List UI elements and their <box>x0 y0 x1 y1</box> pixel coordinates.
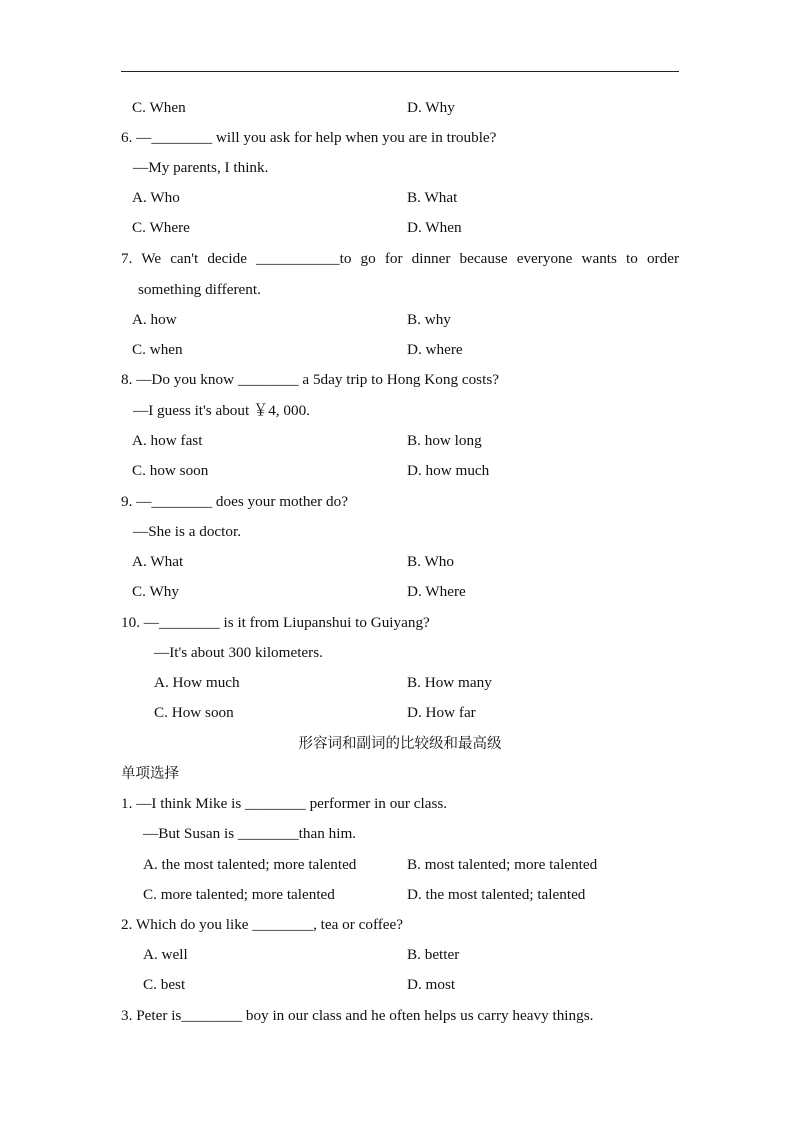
question-stem: 8. —Do you know ________ a 5day trip to Hong Kong costs? <box>121 371 499 388</box>
option-d: D. most <box>407 976 456 993</box>
section-title: 形容词和副词的比较级和最高级 <box>298 736 502 752</box>
option-c: C. Why <box>132 583 179 600</box>
option-c: C. how soon <box>132 462 209 479</box>
option-c: C. when <box>132 341 183 358</box>
question-reply: —But Susan is ________than him. <box>143 825 357 842</box>
option-a: A. How much <box>154 674 240 691</box>
option-d: D. Why <box>407 99 455 116</box>
question-stem: 7. We can't decide ___________to go for dinner because everyone wants to order <box>121 250 679 267</box>
option-d: D. When <box>407 219 462 236</box>
option-a: A. how <box>132 311 177 328</box>
option-d: D. the most talented; talented <box>407 886 586 903</box>
header-rule <box>121 71 679 72</box>
question-stem: 1. —I think Mike is ________ performer in our class. <box>121 795 448 812</box>
option-a: A. how fast <box>132 432 203 449</box>
option-b: B. better <box>407 946 460 963</box>
option-d: D. How far <box>407 704 476 721</box>
option-c: C. When <box>132 99 186 116</box>
option-b: B. Who <box>407 553 454 570</box>
option-b: B. What <box>407 189 458 206</box>
question-stem: 10. —________ is it from Liupanshui to Guiyang? <box>121 614 430 631</box>
option-c: C. Where <box>132 219 190 236</box>
option-a: A. the most talented; more talented <box>143 856 357 873</box>
question-reply: —She is a doctor. <box>133 523 241 540</box>
option-c: C. How soon <box>154 704 234 721</box>
option-b: B. how long <box>407 432 482 449</box>
question-reply: —My parents, I think. <box>133 159 269 176</box>
option-d: D. where <box>407 341 463 358</box>
question-reply: —I guess it's about ￥4, 000. <box>133 402 310 419</box>
question-stem-continued: something different. <box>138 281 261 298</box>
question-stem: 9. —________ does your mother do? <box>121 493 348 510</box>
question-stem: 3. Peter is________ boy in our class and he often helps us carry heavy things. <box>121 1007 594 1024</box>
option-b: B. most talented; more talented <box>407 856 598 873</box>
option-b: B. How many <box>407 674 492 691</box>
option-c: C. more talented; more talented <box>143 886 335 903</box>
option-d: D. Where <box>407 583 466 600</box>
question-stem: 2. Which do you like ________, tea or coffee? <box>121 916 404 933</box>
option-d: D. how much <box>407 462 490 479</box>
option-a: A. Who <box>132 189 180 206</box>
section-subtitle: 单项选择 <box>121 766 179 782</box>
question-stem: 6. —________ will you ask for help when you are in trouble? <box>121 129 497 146</box>
option-a: A. well <box>143 946 188 963</box>
option-c: C. best <box>143 976 186 993</box>
option-b: B. why <box>407 311 451 328</box>
question-reply: —It's about 300 kilometers. <box>154 644 323 661</box>
option-a: A. What <box>132 553 184 570</box>
